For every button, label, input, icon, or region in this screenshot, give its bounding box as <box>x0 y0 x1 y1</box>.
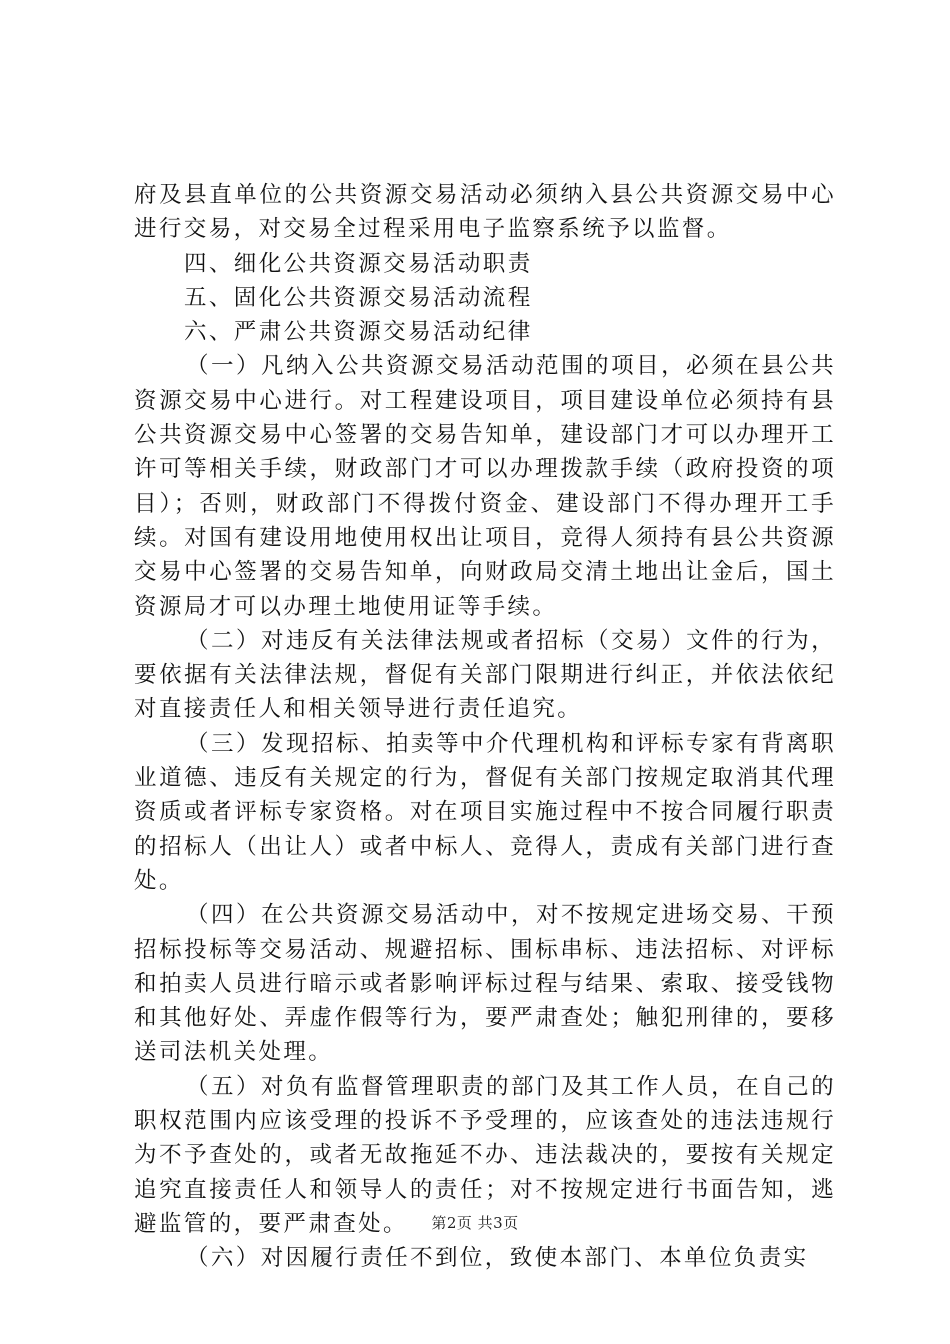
paragraph-continuation: 府及县直单位的公共资源交易活动必须纳入县公共资源交易中心进行交易，对交易全过程采用电子监察系统予以监督。 <box>134 182 836 243</box>
list-item-six: （六）对因履行责任不到位，致使本部门、本单位负责实 <box>186 1245 809 1272</box>
list-item-five: （五）对负有监督管理职责的部门及其工作人员，在自己的职权范围内应该受理的投诉不予受理的，应该查处的违法违规行为不予查处的，或者无故拖延不办、违法裁决的，要按有关规定追究直接责任人和领导人的责任；对不按规定进行书面告知，逃避监管的，要严肃查处。 <box>134 1073 836 1237</box>
list-item-four: （四）在公共资源交易活动中，对不按规定进场交易、干预招标投标等交易活动、规避招标、围标串标、违法招标、对评标和拍卖人员进行暗示或者影响评标过程与结果、索取、接受钱物和其他好处、弄虚作假等行为，要严肃查处；触犯刑律的，要移送司法机关处理。 <box>134 902 836 1066</box>
section-heading-five: 五、固化公共资源交易活动流程 <box>184 284 533 311</box>
page-number-footer: 第2页 共3页 <box>431 1214 519 1232</box>
section-heading-four: 四、细化公共资源交易活动职责 <box>184 250 533 277</box>
document-body <box>134 178 836 1276</box>
section-heading-six: 六、严肃公共资源交易活动纪律 <box>184 319 533 346</box>
list-item-three: （三）发现招标、拍卖等中介代理机构和评标专家有背离职业道德、违反有关规定的行为，督促有关部门按规定取消其代理资质或者评标专家资格。对在项目实施过程中不按合同履行职责的招标人（出让人）或者中标人、竞得人，责成有关部门进行查处。 <box>134 730 836 894</box>
list-item-two: （二）对违反有关法律法规或者招标（交易）文件的行为，要依据有关法律法规，督促有关部门限期进行纠正，并依法依纪对直接责任人和相关领导进行责任追究。 <box>134 627 836 723</box>
list-item-one: （一）凡纳入公共资源交易活动范围的项目，必须在县公共资源交易中心进行。对工程建设项目，项目建设单位必须持有县公共资源交易中心签署的交易告知单，建设部门才可以办理开工许可等相关手续，财政部门才可以办理拨款手续（政府投资的项目）；否则，财政部门不得拨付资金、建设部门不得办理开工手续。对国有建设用地使用权出让项目，竞得人须持有县公共资源交易中心签署的交易告知单，向财政局交清土地出让金后，国土资源局才可以办理土地使用证等手续。 <box>134 353 836 620</box>
